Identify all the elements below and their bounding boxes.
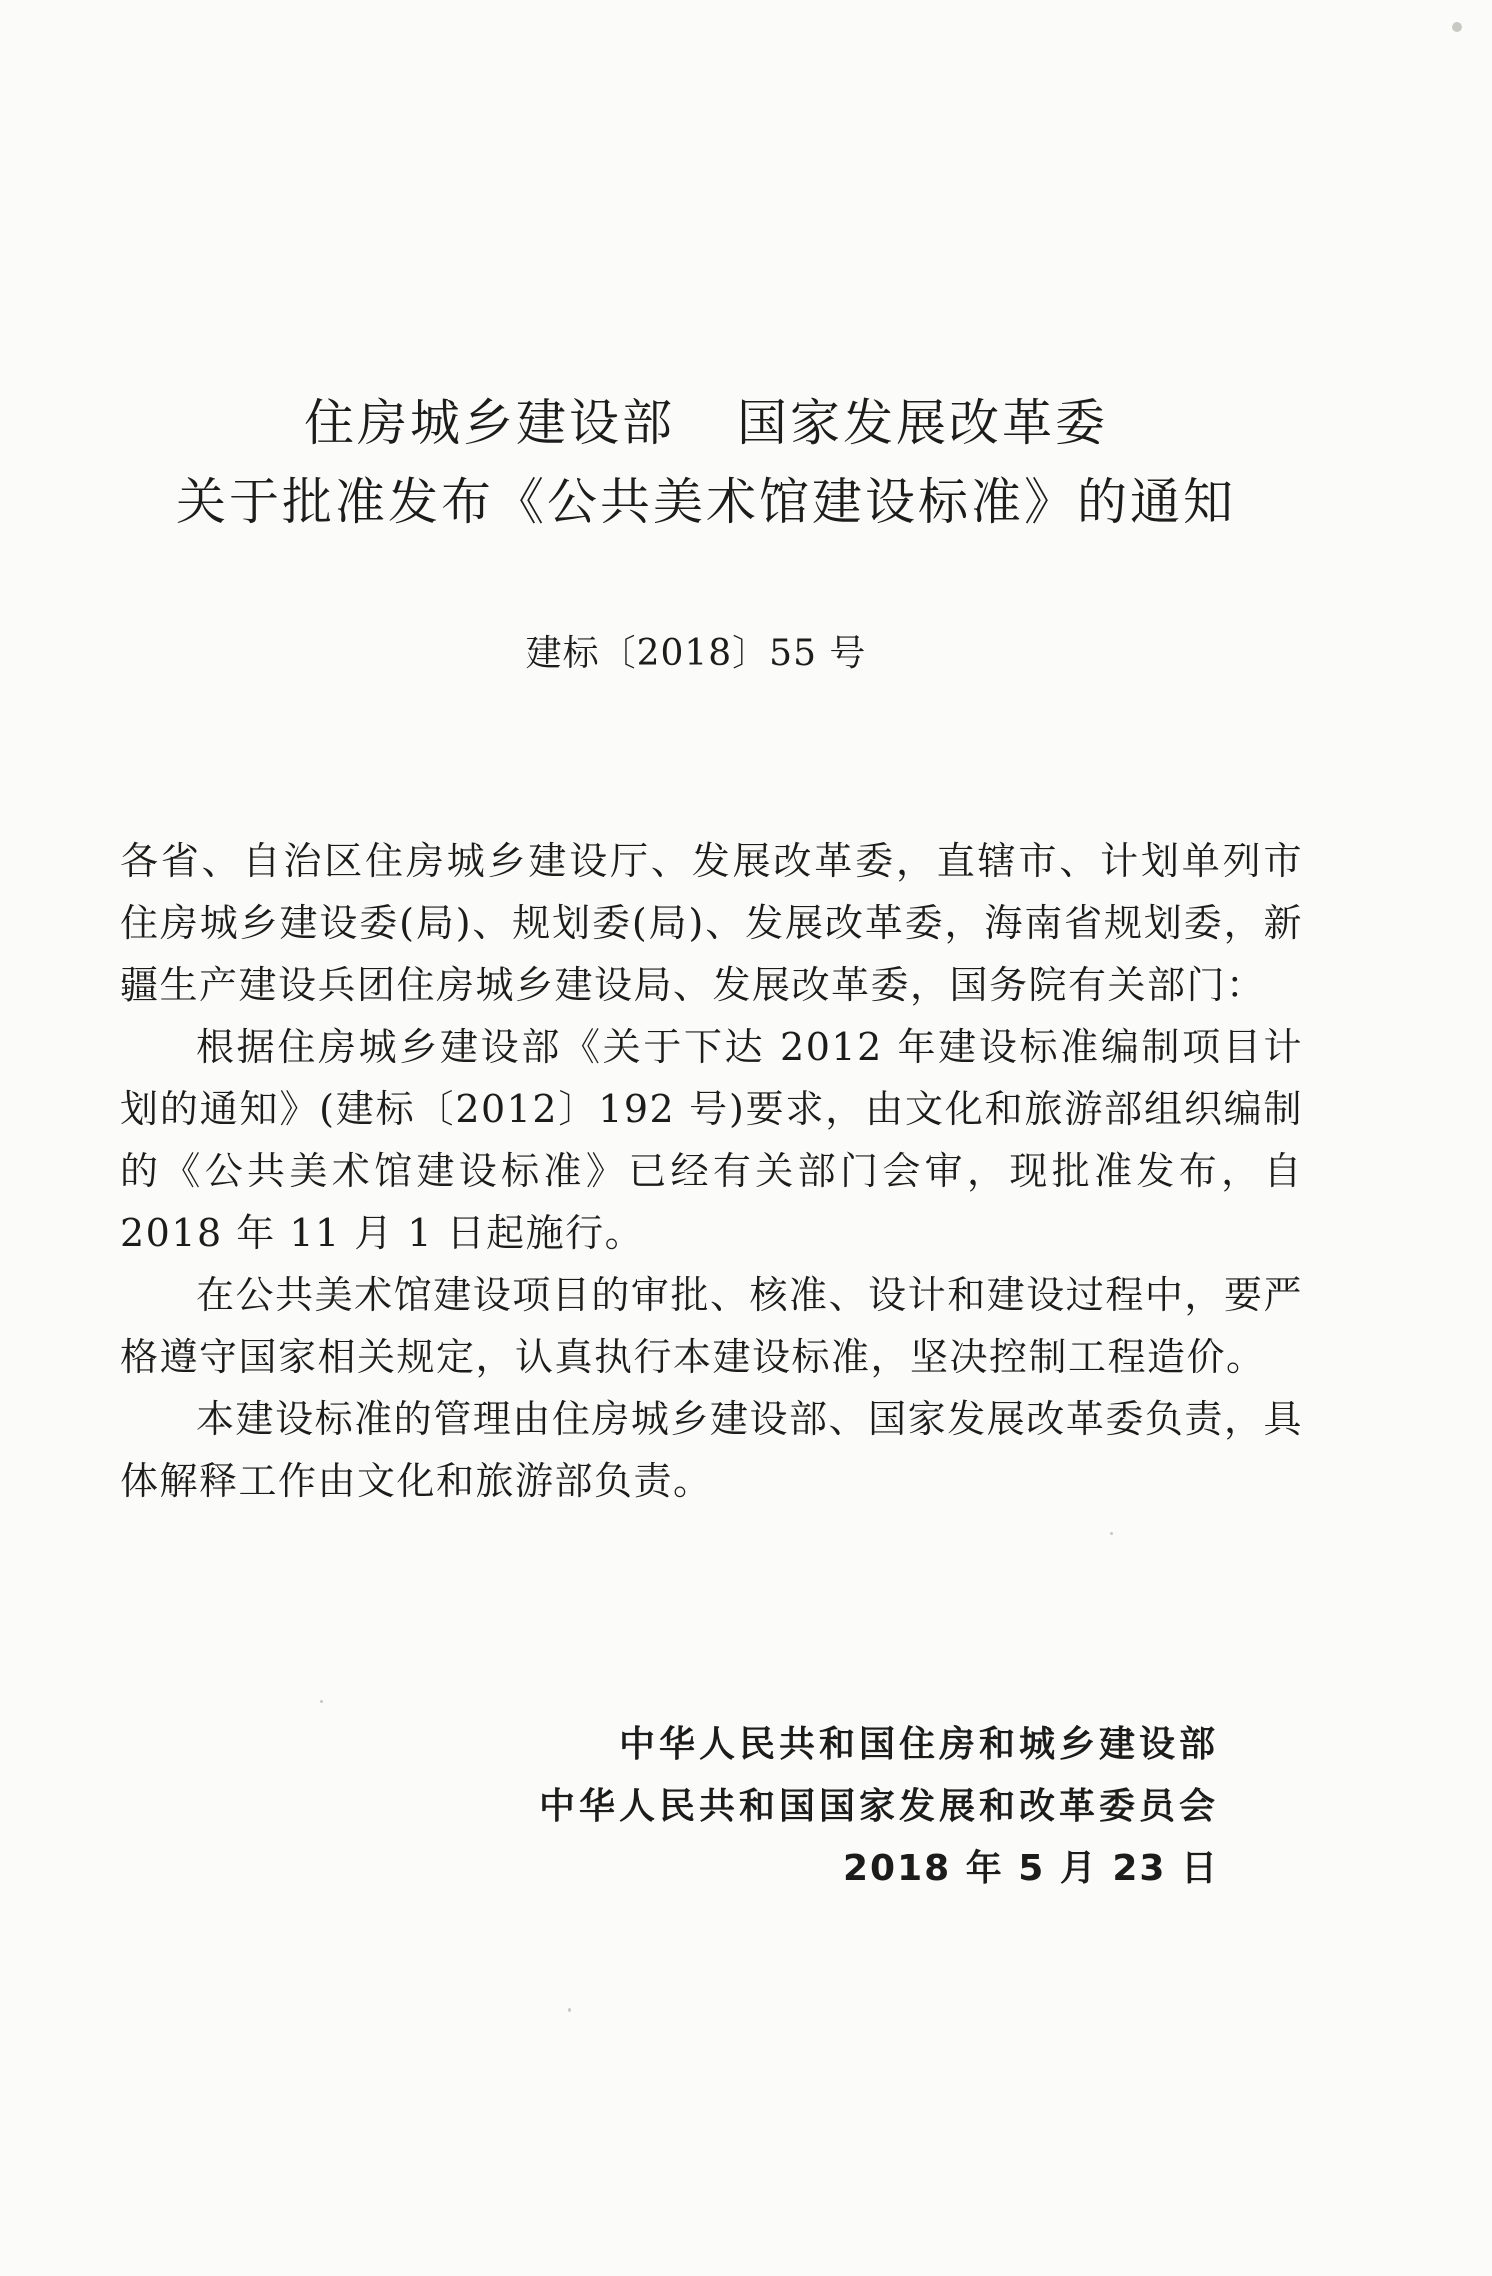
title-issuer-1: 住房城乡建设部 (304, 394, 675, 452)
title-line-1 (0, 394, 1452, 452)
body-paragraph-3: 本建设标准的管理由住房城乡建设部、国家发展改革委负责，具体解释工作由文化和旅游部负责。 (120, 1397, 1303, 1503)
scan-speck (320, 1700, 323, 1703)
scan-speck (568, 2008, 571, 2012)
title-issuer-2: 国家发展改革委 (737, 394, 1108, 452)
body-paragraph-1: 根据住房城乡建设部《关于下达 2012 年建设标准编制项目计划的通知》(建标〔2012〕192 号)要求，由文化和旅游部组织编制的《公共美术馆建设标准》已经有关部门会审，现批准发布，自 2018 年 11 月 1 日起施行。 (120, 1025, 1303, 1255)
body-paragraph-2: 在公共美术馆建设项目的审批、核准、设计和建设过程中，要严格遵守国家相关规定，认真执行本建设标准，坚决控制工程造价。 (120, 1273, 1303, 1379)
title-line-2: 关于批准发布《公共美术馆建设标准》的通知 (176, 473, 1236, 531)
scan-speck (1110, 1532, 1113, 1535)
recipients-paragraph: 各省、自治区住房城乡建设厅、发展改革委，直辖市、计划单列市住房城乡建设委(局)、规划委(局)、发展改革委，海南省规划委，新疆生产建设兵团住房城乡建设局、发展改革委，国务院有关部门： (120, 839, 1303, 1007)
signature-org-2: 中华人民共和国国家发展和改革委员会 (538, 1786, 1219, 1827)
document-number: 建标〔2018〕55 号 (525, 633, 867, 674)
signature-org-1: 中华人民共和国住房和城乡建设部 (618, 1724, 1219, 1765)
signature-block (500, 1714, 1219, 1900)
scan-speck (1452, 22, 1462, 32)
notice-body (120, 830, 1303, 1512)
signature-date: 2018 年 5 月 23 日 (842, 1848, 1219, 1889)
